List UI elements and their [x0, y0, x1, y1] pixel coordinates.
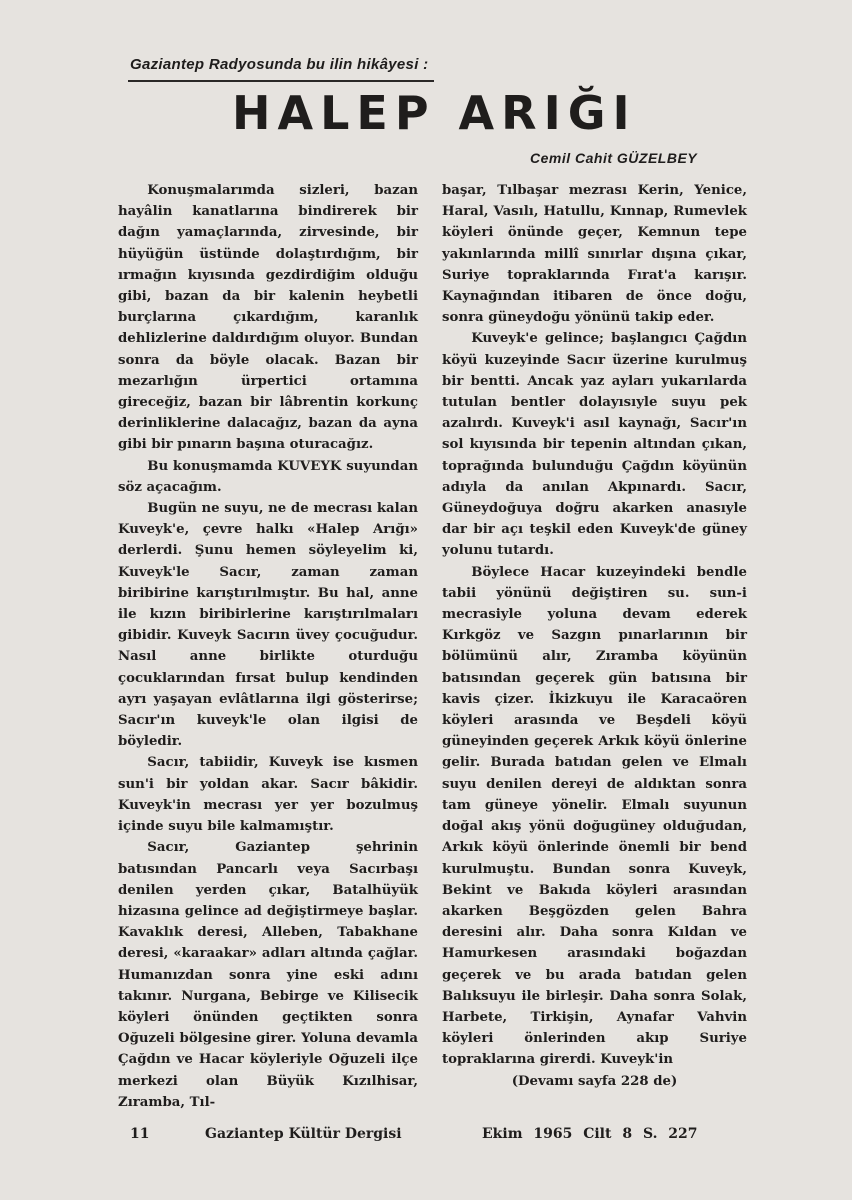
- article-author: Cemil Cahit GÜZELBEY: [530, 150, 698, 166]
- left-column: [118, 180, 418, 1113]
- paragraph: Bugün ne suyu, ne de mecrası kalan Kuveyk'e, çevre halkı «Halep Arığı» derlerdi. Şunu hemen söyleyelim ki, Kuveyk'le Sacır, zaman zaman biribirine karıştırılmıştır. Bu hal, anne ile kızın biribirlerine karıştırılmaları gibidir. Kuveyk Sacırın üvey çocuğudur. Nasıl anne birlikte oturduğu çocuklarından fırsat bulup kendinden ayrı yaşayan evlâtlarına ilgi gösterirse; Sacır'ın kuveyk'le olan ilgisi de böyledir.: [118, 501, 418, 750]
- paragraph: Konuşmalarımda sizleri, bazan hayâlin kanatlarına bindirerek bir dağın yamaçlarında, zirvesinde, bir hüyüğün üstünde dolaştırdığım, bir ırmağın kıyısında gezdirdiğim olduğu gibi, bazan da bir kalenin heybetli burçlarına çıkardığım, karanlık dehlizlerine daldırdığım oluyor. Bundan sonra da böyle olacak. Bazan bir mezarlığın ürpertici ortamına gireceğiz, bazan bir lâbrentin korkunç derinliklerine dalacağız, bazan da ayna gibi bir pınarın başına oturacağız.: [118, 183, 418, 453]
- right-column: [442, 180, 747, 1092]
- paragraph: Sacır, tabiidir, Kuveyk ise kısmen sun'i bir yoldan akar. Sacır bâkidir. Kuveyk'in mecrası yer yer bozulmuş içinde suyu bile kalmamıştır.: [118, 755, 418, 835]
- paragraph: Sacır, Gaziantep şehrinin batısından Pancarlı veya Sacırbaşı denilen yerden çıkar, Batalhüyük hizasına gelince ad değiştirmeye başlar. Kavaklık deresi, Alleben, Tabakhane deresi, «karaakar» adları altında çağlar. Humanızdan sonra yine eski adını takınır. Nurgana, Bebirge ve Kilisecik köyleri önünden geçtikten sonra Oğuzeli bölgesine girer. Yoluna devamla Çağdın ve Hacar köyleriyle Oğuzeli ilçe merkezi olan Büyük Kızılhisar, Zıramba, Tıl-: [118, 840, 418, 1110]
- journal-name: Gaziantep Kültür Dergisi: [205, 1126, 402, 1142]
- page-number: 11: [130, 1126, 150, 1142]
- kicker-underline: [128, 80, 434, 82]
- paragraph: Böylece Hacar kuzeyindeki bendle tabii yönünü değiştiren su. sun-i mecrasiyle yoluna devam ederek Kırkgöz ve Sazgın pınarlarının bir bölümünü alır, Zıramba köyünün batısından geçerek gün batısına bir kavis çizer. İkizkuyu ile Karacaören köyleri arasında ve Beşdeli köyü güneyinden geçerek Arkık köyü önlerine gelir. Burada batıdan gelen ve Elmalı suyu denilen dereyi de aldıktan sonra tam güneye yönelir. Elmalı suyunun doğal akış yönü doğugüney olduğudan, Arkık köyü önlerinde önemli bir bend kurulmuştu. Bundan sonra Kuveyk, Bekint ve Bakıda köyleri arasından akarken Beşgözden gelen Bahra deresini alır. Daha sonra Kıldan ve Hamurkesen arasındaki boğazdan geçerek ve bu arada batıdan gelen Balıksuyu ile birleşir. Daha sonra Solak, Harbete, Tirkişin, Aynafar Vahvin köyleri önlerinden akıp Suriye topraklarına girerdi. Kuveyk'in: [442, 564, 747, 1068]
- paragraph: Kuveyk'e gelince; başlangıcı Çağdın köyü kuzeyinde Sacır üzerine kurulmuş bir bentti. Ancak yaz ayları yukarılarda tutulan bentler dolayısıyle suyu pek azalırdı. Kuveyk'i asıl kaynağı, Sacır'ın sol kıyısında bir tepenin altından çıkan, toprağında bulunduğu Çağdın köyünün adıyla da anılan Akpınardı. Sacır, Güneydoğuya doğru akarken anasıyle dar bir açı teşkil eden Kuveyk'de güney yolunu tutardı.: [442, 331, 747, 559]
- paragraph: Bu konuşmamda KUVEYK suyundan söz açacağım.: [118, 458, 418, 495]
- paragraph: başar, Tılbaşar mezrası Kerin, Yenice, Haral, Vasılı, Hatullu, Kınnap, Rumevlek köyleri önünde geçer, Kemnun tepe yakınlarında millî sınırlar dışına çıkar, Suriye topraklarında Fırat'a karışır. Kaynağından itibaren de önce doğu, sonra güneydoğu yönünü takip eder.: [442, 183, 747, 326]
- continuation-note: (Devamı sayfa 228 de): [511, 1073, 678, 1089]
- issue-info: Ekim 1965 Cilt 8 S. 227: [482, 1126, 698, 1142]
- series-kicker: Gaziantep Radyosunda bu ilin hikâyesi :: [130, 56, 429, 73]
- article-title: HALEP ARIĞI: [232, 86, 637, 140]
